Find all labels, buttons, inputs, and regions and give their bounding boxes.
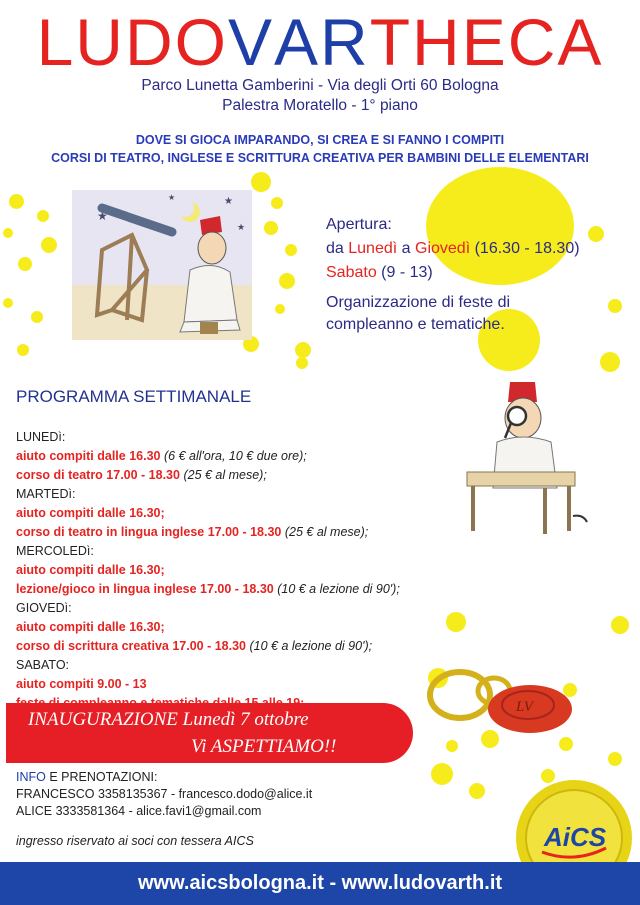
aics-logo-text: AiCS [544, 822, 607, 852]
decor-dot [31, 311, 43, 323]
program-item [16, 580, 400, 599]
decor-dot [431, 763, 453, 785]
program-item [16, 523, 400, 542]
weekday-hours: (16.30 - 18.30) [474, 240, 580, 257]
decor-dot [426, 167, 574, 285]
decor-dot [37, 210, 49, 222]
decor-dot [296, 357, 308, 369]
tagline-line-2: CORSI DI TEATRO, INGLESE E SCRITTURA CREATIVA PER BAMBINI DELLE ELEMENTARI [51, 151, 589, 165]
program-item [16, 447, 400, 466]
tagline-line-1: DOVE SI GIOCA IMPARANDO, SI CREA E SI FANNO I COMPITI [135, 133, 505, 147]
title-letter: L [36, 5, 76, 79]
title-letter: A [274, 5, 321, 79]
svg-text:★: ★ [224, 196, 233, 207]
decor-dot [600, 352, 620, 372]
program-item [16, 504, 400, 523]
decor-dot [611, 616, 629, 634]
decor-dot [251, 172, 271, 192]
title-letter: V [227, 5, 274, 79]
contact-alice: ALICE 3333581364 - alice.favi1@gmail.com [16, 804, 262, 818]
program-activity: aiuto compiti dalle 16.30; [16, 506, 165, 520]
magnifier-illustration [465, 376, 590, 536]
program-activity: aiuto compiti dalle 16.30; [16, 620, 165, 634]
title-letter: D [124, 5, 175, 79]
poster-title [0, 6, 640, 78]
info-heading: INFO E PRENOTAZIONI: [16, 770, 158, 784]
opening-heading: Apertura: [326, 216, 392, 233]
program-day: SABATO: [16, 658, 70, 672]
decor-dot [264, 221, 278, 235]
program-title: PROGRAMMA SETTIMANALE [16, 387, 252, 406]
svg-text:★: ★ [237, 223, 246, 233]
decor-dot [9, 194, 24, 209]
decor-dot [559, 737, 573, 751]
decor-dot [446, 740, 458, 752]
program-price-note: (6 € all'ora, 10 € due ore); [163, 449, 307, 463]
program-price-note: (10 € a lezione di 90'); [249, 639, 373, 653]
weekly-program [16, 428, 400, 713]
title-letter: H [412, 5, 462, 79]
title-letter: O [174, 5, 228, 79]
title-letter: T [369, 5, 413, 79]
program-day: MERCOLEDì: [16, 544, 94, 558]
decor-dot [295, 342, 311, 358]
decor-dot [588, 226, 604, 242]
decor-dot [285, 244, 297, 256]
parties-line-1: Organizzazione di feste di [326, 294, 511, 311]
program-activity: corso di teatro 17.00 - 18.30 [16, 468, 180, 482]
program-item [16, 637, 400, 656]
seal-monogram: LV [516, 699, 533, 715]
decor-dot [608, 299, 622, 313]
opening-saturday [326, 264, 433, 282]
footer-websites[interactable]: www.aicsbologna.it - www.ludovarth.it [0, 862, 640, 905]
program-activity: corso di teatro in lingua inglese 17.00 - 18.30 [16, 525, 282, 539]
decor-dot [608, 752, 622, 766]
saturday-label: Sabato [326, 264, 377, 281]
title-letter: C [507, 5, 558, 79]
program-activity: aiuto compiti dalle 16.30; [16, 563, 165, 577]
program-price-note: (25 € al mese); [183, 468, 267, 482]
title-letter: U [75, 5, 125, 79]
decor-dot [17, 344, 29, 356]
decor-dot [469, 783, 485, 799]
program-item [16, 618, 400, 637]
inauguration-banner [6, 703, 413, 763]
svg-text:★: ★ [168, 193, 176, 202]
decor-dot [271, 197, 283, 209]
opening-weekdays: da Lunedì a Giovedì (16.30 - 18.30) [326, 240, 580, 257]
astronomer-illustration [72, 190, 252, 340]
program-item [16, 561, 400, 580]
program-activity: aiuto compiti dalle 16.30 [16, 449, 161, 463]
title-letter: E [461, 5, 508, 79]
title-letter: A [557, 5, 604, 79]
membership-note: ingresso riservato ai soci con tessera AICS [16, 834, 254, 848]
program-item [16, 466, 400, 485]
seal-illustration [422, 665, 582, 737]
program-price-note: (10 € a lezione di 90'); [277, 582, 400, 596]
program-day: GIOVEDì: [16, 601, 72, 615]
decor-dot [279, 273, 295, 289]
info-block [16, 769, 312, 850]
decor-dot [41, 237, 57, 253]
inauguration-line-2: Vi ASPETTIAMO!! [191, 736, 337, 757]
saturday-hours: (9 - 13) [381, 264, 433, 281]
program-day: LUNEDì: [16, 430, 66, 444]
decor-dot [3, 228, 13, 238]
decor-dot [275, 304, 285, 314]
decor-dot [3, 298, 13, 308]
parties-line-2: compleanno e tematiche. [326, 316, 505, 333]
program-activity: corso di scrittura creativa 17.00 - 18.30 [16, 639, 246, 653]
program-day: MARTEDì: [16, 487, 76, 501]
address-line-1: Parco Lunetta Gamberini - Via degli Orti 60 Bologna [141, 77, 499, 94]
address-line-2: Palestra Moratello - 1° piano [222, 97, 418, 114]
inauguration-line-1: INAUGURAZIONE Lunedì 7 ottobre [28, 709, 309, 730]
title-letter: R [320, 5, 370, 79]
program-item [16, 675, 400, 694]
svg-text:★: ★ [97, 209, 108, 223]
decor-dot [446, 612, 466, 632]
program-activity: aiuto compiti 9.00 - 13 [16, 677, 147, 691]
contact-francesco: FRANCESCO 3358135367 - francesco.dodo@alice.it [16, 787, 313, 801]
day-from: Lunedì [348, 240, 398, 257]
program-activity: lezione/gioco in lingua inglese 17.00 - 18.30 [16, 582, 274, 596]
program-price-note: (25 € al mese); [284, 525, 369, 539]
day-to: Giovedì [415, 240, 471, 257]
info-label: INFO [16, 770, 46, 784]
decor-dot [18, 257, 32, 271]
